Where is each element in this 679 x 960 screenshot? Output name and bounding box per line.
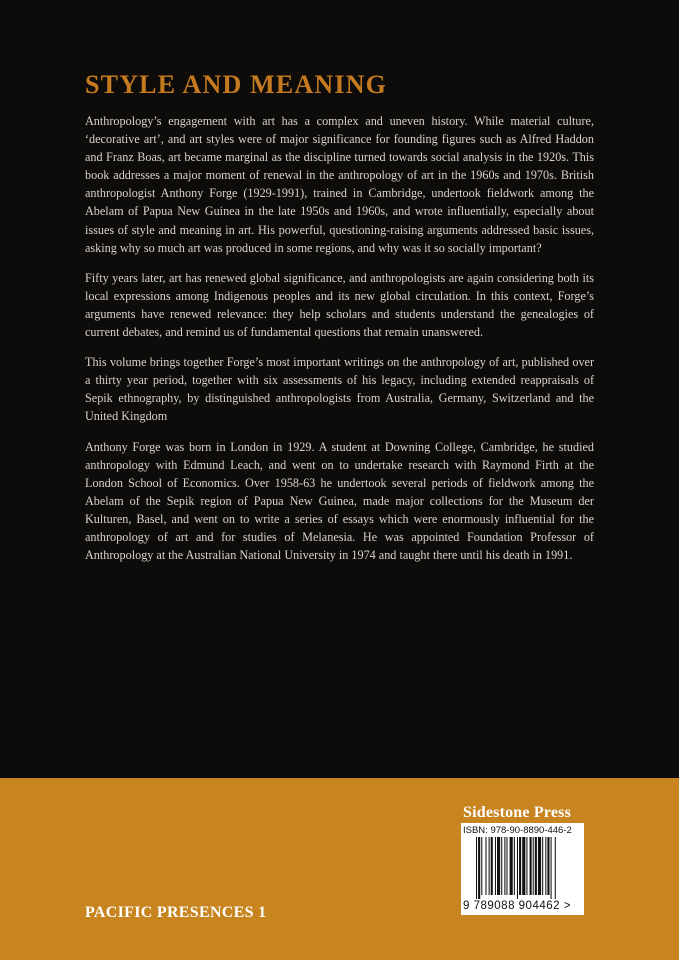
isbn-label: ISBN: 978-90-8890-446-2 (463, 825, 572, 836)
blurb-paragraph-2: Fifty years later, art has renewed global significance, and anthropologists are again considering both its local expressions among Indigenous peoples and its new global circulation. In this context, Forge’s arguments have renewed relevance: they help scholars and students understand the genealogies of current debates, and remind us of fundamental questions that remain unanswered. (85, 270, 594, 340)
blurb (85, 112, 594, 576)
blurb-paragraph-1: Anthropology’s engagement with art has a complex and uneven history. While material culture, ‘decorative art’, and art styles were of major significance for founding figures such as Alfred Haddon and Franz Boas, art became marginal as the discipline turned towards social analysis in the 1920s. This book addresses a major moment of renewal in the anthropology of art in the 1960s and 1970s. British anthropologist Anthony Forge (1929-1991), trained in Cambridge, undertook fieldwork among the Abelam of Papua New Guinea in the late 1950s and 1960s, and wrote influentially, especially about issues of style and meaning in art. His powerful, questioning-raising arguments addressed basic issues, asking why so much art was produced in some regions, and why was it so socially important? (85, 114, 594, 255)
book-title: STYLE AND MEANING (85, 70, 388, 99)
series-title: PACIFIC PRESENCES 1 (85, 904, 267, 921)
publisher-name: Sidestone Press (463, 804, 572, 821)
blurb-paragraph-3: This volume brings together Forge’s most important writings on the anthropology of art, published over a thirty year period, together with six assessments of his legacy, including extended reappraisals of Sepik ethnography, by distinguished anthropologists from Australia, Germany, Switzerland and the United Kingdom (85, 355, 594, 424)
author-bio-paragraph: Anthony Forge was born in London in 1929. A student at Downing College, Cambridge, he studied anthropology with Edmund Leach, and went on to undertake research with Raymond Firth at the London School of Economics. Over 1958-63 he undertook several periods of fieldwork among the Abelam of the Sepik region of Papua New Guinea, made major collections for the Museum der Kulturen, Basel, and went on to write a series of essays which were enormously influential for the anthropology of art and for studies of Melanesia. He was appointed Foundation Professor of Anthropology at the Australian National University in 1974 and taught there until his death in 1991. (85, 439, 594, 563)
barcode-digits: 9 789088 904462 > (463, 900, 571, 912)
barcode-icon (476, 837, 582, 899)
